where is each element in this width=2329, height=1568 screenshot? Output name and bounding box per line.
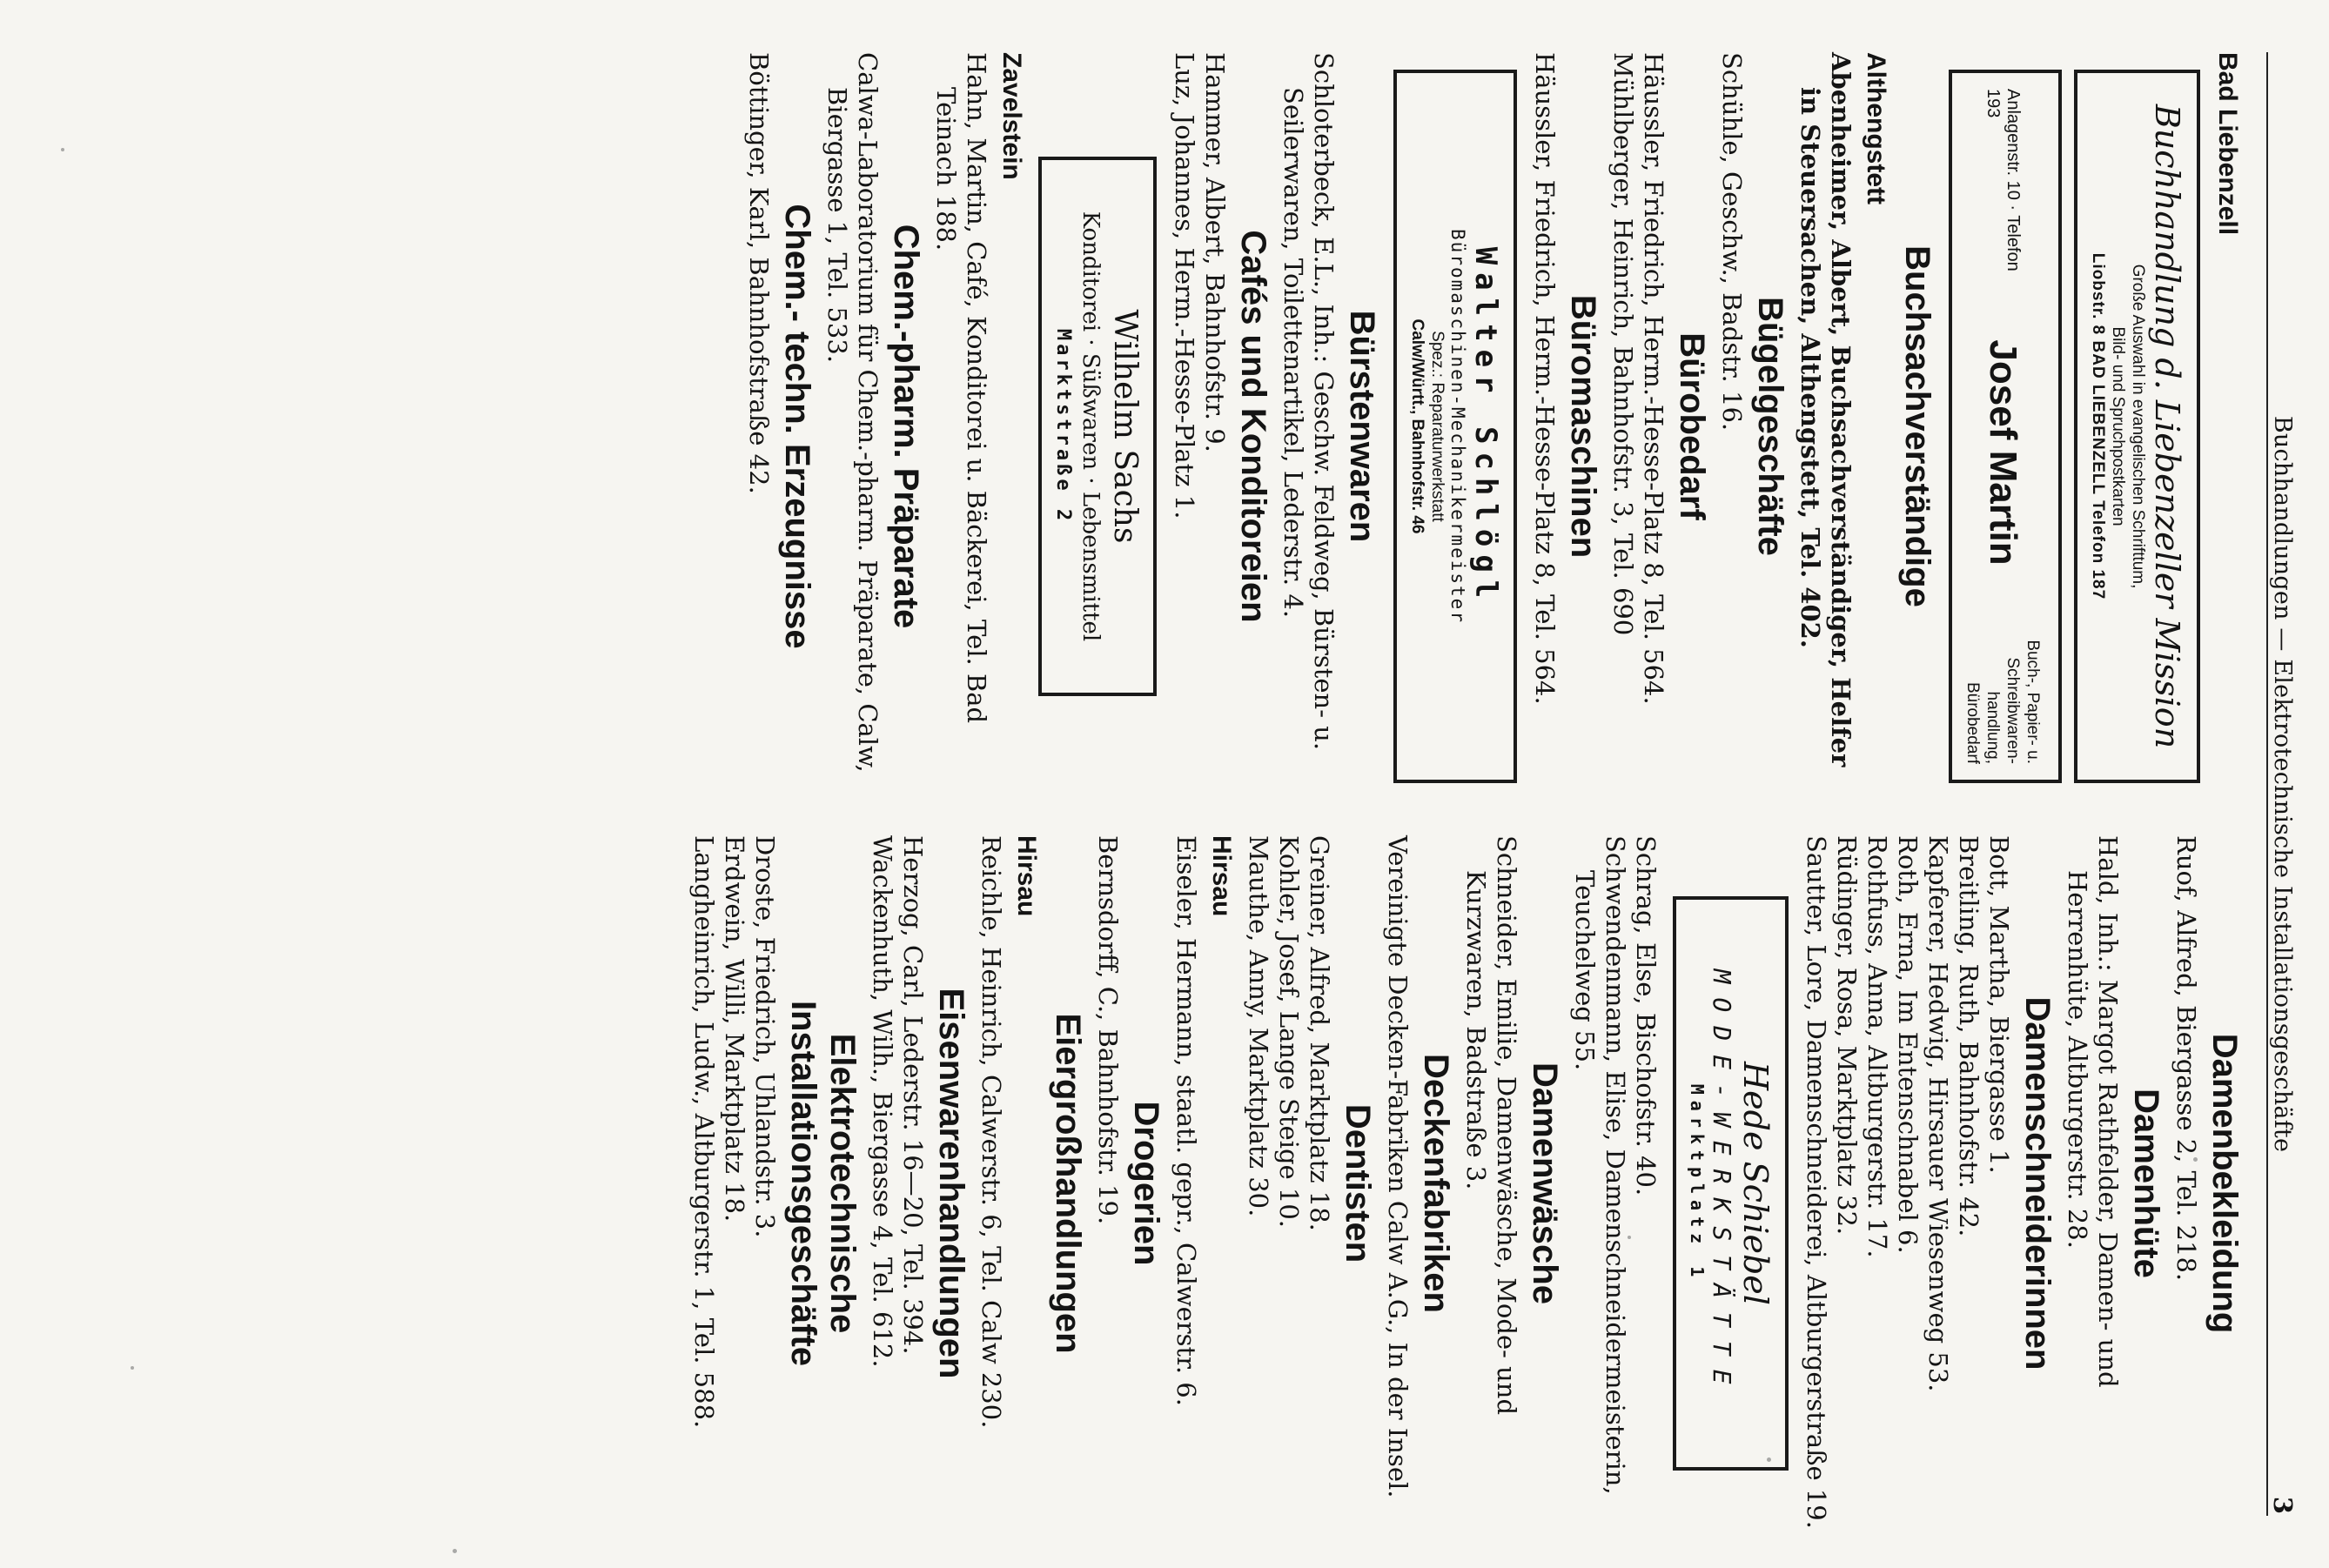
ad-martin-address: Anlagenstr. 10 · Telefon 193 bbox=[1983, 89, 2023, 271]
ad-schloegl-line2: Spez.: Reparaturwerkstatt bbox=[1428, 331, 1446, 522]
entry-schrag: Schrag, Else, Bischofstr. 40. bbox=[1631, 835, 1661, 1196]
ad-schiebel-name: Hede Schiebel bbox=[1736, 1062, 1775, 1305]
entry-greiner: Greiner, Alfred, Marktplatz 18. bbox=[1305, 835, 1334, 1231]
heading-installationsgeschaefte: Installationsgeschäfte bbox=[784, 1000, 822, 1367]
heading-damenschneiderinnen: Damenschneiderinnen bbox=[2018, 996, 2057, 1370]
ad-schloegl-line1: Büromaschinen-Mechanikermeister bbox=[1447, 229, 1468, 624]
place-hirsau-dentisten: Hirsau bbox=[1207, 835, 1236, 917]
ad-schloegl-line3: Calw/Württ., Bahnhofstr. 46 bbox=[1408, 318, 1426, 534]
ad-schiebel-line1: MODE-WERKSTÄTTE bbox=[1708, 968, 1736, 1398]
ad-sachs-name: Wilhelm Sachs bbox=[1107, 309, 1143, 544]
heading-buerobedarf: Bürobedarf bbox=[1673, 332, 1711, 520]
ad-josef-martin bbox=[1949, 70, 2062, 783]
entry-haeussler-buerobedarf: Häussler, Friedrich, Herm.-Hesse-Platz 8, Tel. 564. bbox=[1639, 52, 1668, 705]
entry-hald: Hald, Inh.: Margot Rathfelder, Damen- und Herrenhüte, Altburgerstr. 28. bbox=[2063, 835, 2123, 1388]
heading-chem-pharm: Chem.-pharm. Präparate bbox=[887, 224, 925, 629]
heading-dentisten: Dentisten bbox=[1339, 1103, 1377, 1263]
heading-buegelgeschaefte: Bügelgeschäfte bbox=[1751, 297, 1789, 556]
heading-elektrotechnische: Elektrotechnische bbox=[823, 1033, 862, 1334]
left-column bbox=[743, 52, 2249, 801]
ad-mission-line2: Bild- und Spruchpostkarten bbox=[2109, 326, 2127, 526]
ad-liebenzeller-mission bbox=[2074, 70, 2200, 783]
entry-haeussler-bueromaschinen: Häussler, Friedrich, Herm.-Hesse-Platz 8, Tel. 564. bbox=[1530, 52, 1560, 705]
ad-wilhelm-sachs bbox=[1038, 157, 1157, 696]
entry-erdwein: Erdwein, Willi, Marktplatz 18. bbox=[720, 835, 749, 1223]
place-bad-liebenzell: Bad Liebenzell bbox=[2213, 52, 2242, 236]
entry-schneider: Schneider, Emilie, Damenwäsche, Mode- und Kurzwaren, Badstraße 3. bbox=[1461, 835, 1521, 1416]
entry-abenheimer: Abenheimer, Albert, Buchsachverständiger, Helfer in Steuersachen, Althengstett, Tel. 402. bbox=[1795, 52, 1856, 767]
page-number: 3 bbox=[2268, 1496, 2298, 1514]
entry-kapferer: Kapferer, Hedwig, Hirsauer Wiesenweg 53. bbox=[1923, 835, 1953, 1392]
entry-vereinigte: Vereinigte Decken-Fabriken Calw A.G., In der Insel. bbox=[1383, 835, 1413, 1498]
entry-bernsdorff: Bernsdorff, C., Bahnhofstr. 19. bbox=[1093, 835, 1123, 1225]
entry-eiseler: Eiseler, Hermann, staatl. gepr., Calwerstr. 6. bbox=[1171, 835, 1201, 1406]
entry-breitling: Breitling, Ruth, Bahnhofstr. 42. bbox=[1954, 835, 1983, 1237]
running-head: Buchhandlungen — Elektrotechnische Installationsgeschäfte bbox=[2269, 415, 2296, 1153]
header-rule bbox=[2266, 52, 2268, 1516]
ad-martin-services: Buch-, Papier- u. Schreibwaren-handlung, Bürobedarf bbox=[1963, 640, 2042, 764]
entry-schuehle: Schühle, Geschw., Badstr. 16. bbox=[1717, 52, 1747, 432]
place-hirsau-eier: Hirsau bbox=[1012, 835, 1041, 917]
place-zavelstein: Zavelstein bbox=[997, 52, 1026, 180]
ad-mission-line1: Große Auswahl in evangelischen Schrifttum, bbox=[2129, 264, 2147, 589]
right-column bbox=[688, 835, 2249, 1531]
ad-martin-name: Josef Martin bbox=[1982, 339, 2024, 566]
heading-eisenwarenhandlungen: Eisenwarenhandlungen bbox=[932, 988, 970, 1379]
heading-chem-techn: Chem.- techn. Erzeugnisse bbox=[778, 204, 816, 649]
entry-muehlberger: Mühlberger, Heinrich, Bahnhofstr. 3, Tel. 690 bbox=[1608, 52, 1638, 636]
ad-martin-row bbox=[1963, 89, 2043, 764]
ad-schloegl-name: Walter Schlögl bbox=[1468, 246, 1503, 606]
entry-langheinrich: Langheinrich, Ludw., Altburgerstr. 1, Tel. 588. bbox=[689, 835, 719, 1429]
entry-schwendenmann: Schwendenmann, Elise, Damenschneidermeisterin, Teuchelweg 55. bbox=[1570, 835, 1630, 1495]
heading-cafes-konditoreien: Cafés und Konditoreien bbox=[1234, 230, 1272, 623]
entry-mauthe: Mauthe, Anny, Marktplatz 30. bbox=[1244, 835, 1273, 1217]
ad-mission-line3: Liobstr. 8 BAD LIEBENZELL Telefon 187 bbox=[2089, 252, 2107, 600]
entry-ruof: Ruof, Alfred, Biergasse 2, Tel. 218. bbox=[2171, 835, 2201, 1282]
entry-wackenhuth: Wackenhuth, Wilh., Biergasse 4, Tel. 612. bbox=[868, 835, 897, 1368]
entry-hammer: Hammer, Albert, Bahnhofstr. 9. bbox=[1200, 52, 1230, 452]
heading-damenwaesche: Damenwäsche bbox=[1526, 1062, 1564, 1304]
entry-luz: Luz, Johannes, Herm.-Hesse-Platz 1. bbox=[1170, 52, 1199, 519]
entry-bott: Bott, Martha, Biergasse 1. bbox=[1984, 835, 2014, 1174]
entry-roth: Roth, Erna, Im Entenschnabel 6. bbox=[1893, 835, 1923, 1254]
entry-ruedinger: Rüdinger, Rosa, Marktplatz 32. bbox=[1832, 835, 1862, 1236]
ad-sachs-line2: Marktstraße 2 bbox=[1052, 328, 1074, 525]
entry-herzog: Herzog, Carl, Lederstr. 16—20, Tel. 394. bbox=[898, 835, 928, 1355]
entry-boettinger: Böttinger, Karl, Bahnhofstraße 42. bbox=[744, 52, 774, 494]
ad-mission-title: Buchhandlung d. Liebenzeller Mission bbox=[2148, 104, 2186, 749]
ad-hede-schiebel bbox=[1673, 896, 1789, 1471]
entry-reichle: Reichle, Heinrich, Calwerstr. 6, Tel. Calw 230. bbox=[977, 835, 1006, 1429]
place-althengstett: Althengstett bbox=[1862, 52, 1890, 204]
heading-damenbekleidung: Damenbekleidung bbox=[2205, 1033, 2244, 1334]
entry-kohler: Kohler, Josef, Lange Steige 10. bbox=[1274, 835, 1304, 1229]
ad-schiebel-line2: Marktplatz 1 bbox=[1687, 1083, 1708, 1283]
heading-buchsachverstaendige: Buchsachverständige bbox=[1898, 245, 1936, 607]
heading-buerstenwaren: Bürstenwaren bbox=[1343, 310, 1381, 543]
entry-sautter: Sautter, Lore, Damenschneiderei, Altburgerstraße 19. bbox=[1802, 835, 1831, 1529]
entry-droste: Droste, Friedrich, Uhlandstr. 3. bbox=[750, 835, 780, 1238]
ad-sachs-line1: Konditorei · Süßwaren · Lebensmittel bbox=[1077, 211, 1104, 642]
entry-hahn: Hahn, Martin, Café, Konditorei u. Bäckerei, Tel. Bad Teinach 188. bbox=[931, 52, 991, 724]
ad-walter-schloegl bbox=[1393, 70, 1517, 783]
heading-bueromaschinen: Büromaschinen bbox=[1564, 294, 1602, 559]
heading-damenhuete: Damenhüte bbox=[2127, 1089, 2165, 1278]
entry-calwa: Calwa-Laboratorium für Chem.-pharm. Präparate, Calw, Biergasse 1, Tel. 533. bbox=[822, 52, 883, 773]
entry-schloterbeck: Schloterbeck, E.L., Inh.: Geschw. Feldweg, Bürsten- u. Seilerwaren, Toilettenartikel, Lederstr. 4. bbox=[1279, 52, 1339, 751]
entry-rothfuss: Rothfuss, Anna, Altburgerstr. 17. bbox=[1863, 835, 1892, 1258]
heading-drogerien: Drogerien bbox=[1127, 1101, 1165, 1266]
heading-eiergrosshandlungen: Eiergroßhandlungen bbox=[1049, 1013, 1087, 1354]
heading-deckenfabriken: Deckenfabriken bbox=[1417, 1054, 1455, 1313]
